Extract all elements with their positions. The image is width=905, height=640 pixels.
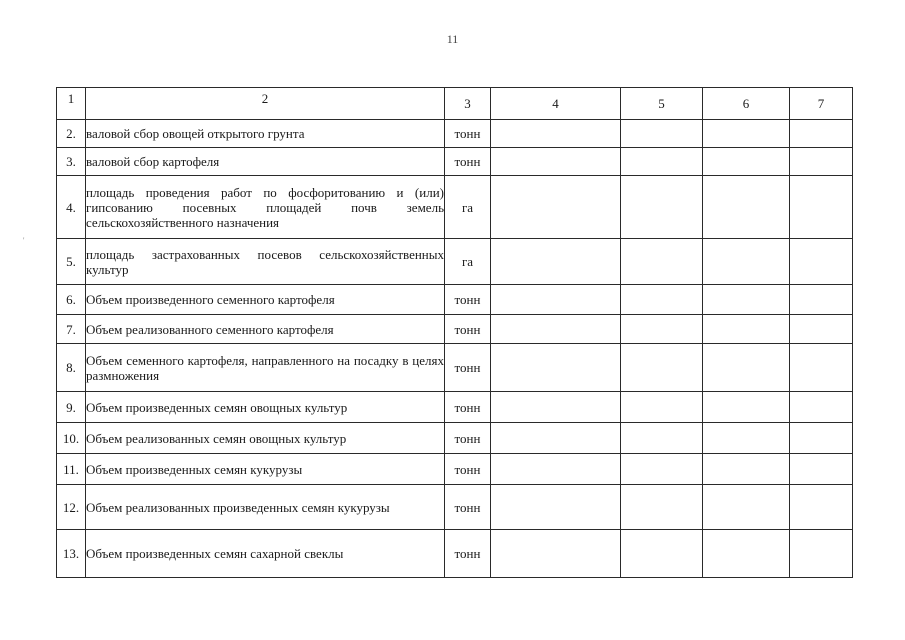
row-unit: тонн: [445, 148, 491, 176]
row-description: Объем реализованных семян овощных культур: [86, 423, 445, 454]
row-unit: тонн: [445, 454, 491, 485]
table-row: [57, 423, 853, 454]
row-description: Объем произведенного семенного картофеля: [86, 285, 445, 315]
header-cell-3: 3: [445, 88, 491, 120]
row-unit: тонн: [445, 344, 491, 392]
value-cell-5: [621, 239, 703, 285]
row-number: 6.: [57, 285, 86, 315]
row-description: валовой сбор картофеля: [86, 148, 445, 176]
value-cell-7: [790, 392, 853, 423]
value-cell-5: [621, 530, 703, 578]
header-cell-5: 5: [621, 88, 703, 120]
value-cell-4: [491, 239, 621, 285]
value-cell-6: [703, 454, 790, 485]
table-row: [57, 176, 853, 239]
table-row: [57, 454, 853, 485]
row-number: 11.: [57, 454, 86, 485]
table-row: [57, 344, 853, 392]
value-cell-6: [703, 120, 790, 148]
row-description: Объем произведенных семян кукурузы: [86, 454, 445, 485]
row-number: 4.: [57, 176, 86, 239]
header-cell-6: 6: [703, 88, 790, 120]
value-cell-5: [621, 454, 703, 485]
value-cell-5: [621, 148, 703, 176]
value-cell-7: [790, 485, 853, 530]
value-cell-4: [491, 176, 621, 239]
row-number: 13.: [57, 530, 86, 578]
page-number: 11: [446, 32, 459, 46]
value-cell-6: [703, 239, 790, 285]
table-row: [57, 239, 853, 285]
table-row: [57, 485, 853, 530]
row-description: Объем семенного картофеля, направленного на посадку в целях размножения: [86, 344, 445, 392]
value-cell-5: [621, 485, 703, 530]
indicators-table: [56, 87, 853, 578]
value-cell-6: [703, 176, 790, 239]
table-row: [57, 285, 853, 315]
row-unit: тонн: [445, 530, 491, 578]
row-unit: тонн: [445, 392, 491, 423]
header-cell-1: 1: [57, 88, 86, 120]
row-unit: тонн: [445, 485, 491, 530]
row-unit: тонн: [445, 285, 491, 315]
row-unit: тонн: [445, 423, 491, 454]
value-cell-4: [491, 315, 621, 344]
value-cell-5: [621, 315, 703, 344]
table-row: [57, 315, 853, 344]
value-cell-6: [703, 423, 790, 454]
row-number: 9.: [57, 392, 86, 423]
row-unit: тонн: [445, 120, 491, 148]
table-row: [57, 148, 853, 176]
row-description: валовой сбор овощей открытого грунта: [86, 120, 445, 148]
table-row: [57, 530, 853, 578]
scan-artifact-mark: ': [23, 236, 25, 245]
value-cell-6: [703, 392, 790, 423]
value-cell-4: [491, 530, 621, 578]
value-cell-6: [703, 485, 790, 530]
value-cell-4: [491, 344, 621, 392]
header-cell-4: 4: [491, 88, 621, 120]
header-cell-2: 2: [86, 88, 445, 120]
value-cell-4: [491, 120, 621, 148]
value-cell-7: [790, 344, 853, 392]
value-cell-4: [491, 454, 621, 485]
row-number: 3.: [57, 148, 86, 176]
row-unit: тонн: [445, 315, 491, 344]
value-cell-5: [621, 120, 703, 148]
table-row: [57, 120, 853, 148]
row-number: 12.: [57, 485, 86, 530]
value-cell-6: [703, 148, 790, 176]
row-number: 2.: [57, 120, 86, 148]
value-cell-4: [491, 485, 621, 530]
row-number: 10.: [57, 423, 86, 454]
row-number: 5.: [57, 239, 86, 285]
row-description: Объем реализованного семенного картофеля: [86, 315, 445, 344]
row-description: Объем произведенных семян сахарной свеклы: [86, 530, 445, 578]
header-cell-7: 7: [790, 88, 853, 120]
value-cell-6: [703, 315, 790, 344]
row-unit: га: [445, 239, 491, 285]
value-cell-7: [790, 176, 853, 239]
row-description: Объем реализованных произведенных семян кукурузы: [86, 485, 445, 530]
row-number: 7.: [57, 315, 86, 344]
table-row: [57, 392, 853, 423]
value-cell-6: [703, 530, 790, 578]
value-cell-4: [491, 392, 621, 423]
value-cell-7: [790, 454, 853, 485]
value-cell-7: [790, 423, 853, 454]
row-description: Объем произведенных семян овощных культур: [86, 392, 445, 423]
value-cell-5: [621, 423, 703, 454]
value-cell-7: [790, 285, 853, 315]
value-cell-7: [790, 239, 853, 285]
value-cell-4: [491, 423, 621, 454]
value-cell-7: [790, 315, 853, 344]
value-cell-4: [491, 148, 621, 176]
value-cell-5: [621, 176, 703, 239]
value-cell-7: [790, 148, 853, 176]
value-cell-5: [621, 392, 703, 423]
value-cell-6: [703, 285, 790, 315]
value-cell-6: [703, 344, 790, 392]
value-cell-4: [491, 285, 621, 315]
value-cell-5: [621, 344, 703, 392]
value-cell-7: [790, 120, 853, 148]
row-description: площадь проведения работ по фосфоритованию и (или) гипсованию посевных площадей почв земель сельскохозяйственного назначения: [86, 176, 445, 239]
value-cell-7: [790, 530, 853, 578]
row-unit: га: [445, 176, 491, 239]
value-cell-5: [621, 285, 703, 315]
row-description: площадь застрахованных посевов сельскохозяйственных культур: [86, 239, 445, 285]
table-header-row: [57, 88, 853, 120]
row-number: 8.: [57, 344, 86, 392]
